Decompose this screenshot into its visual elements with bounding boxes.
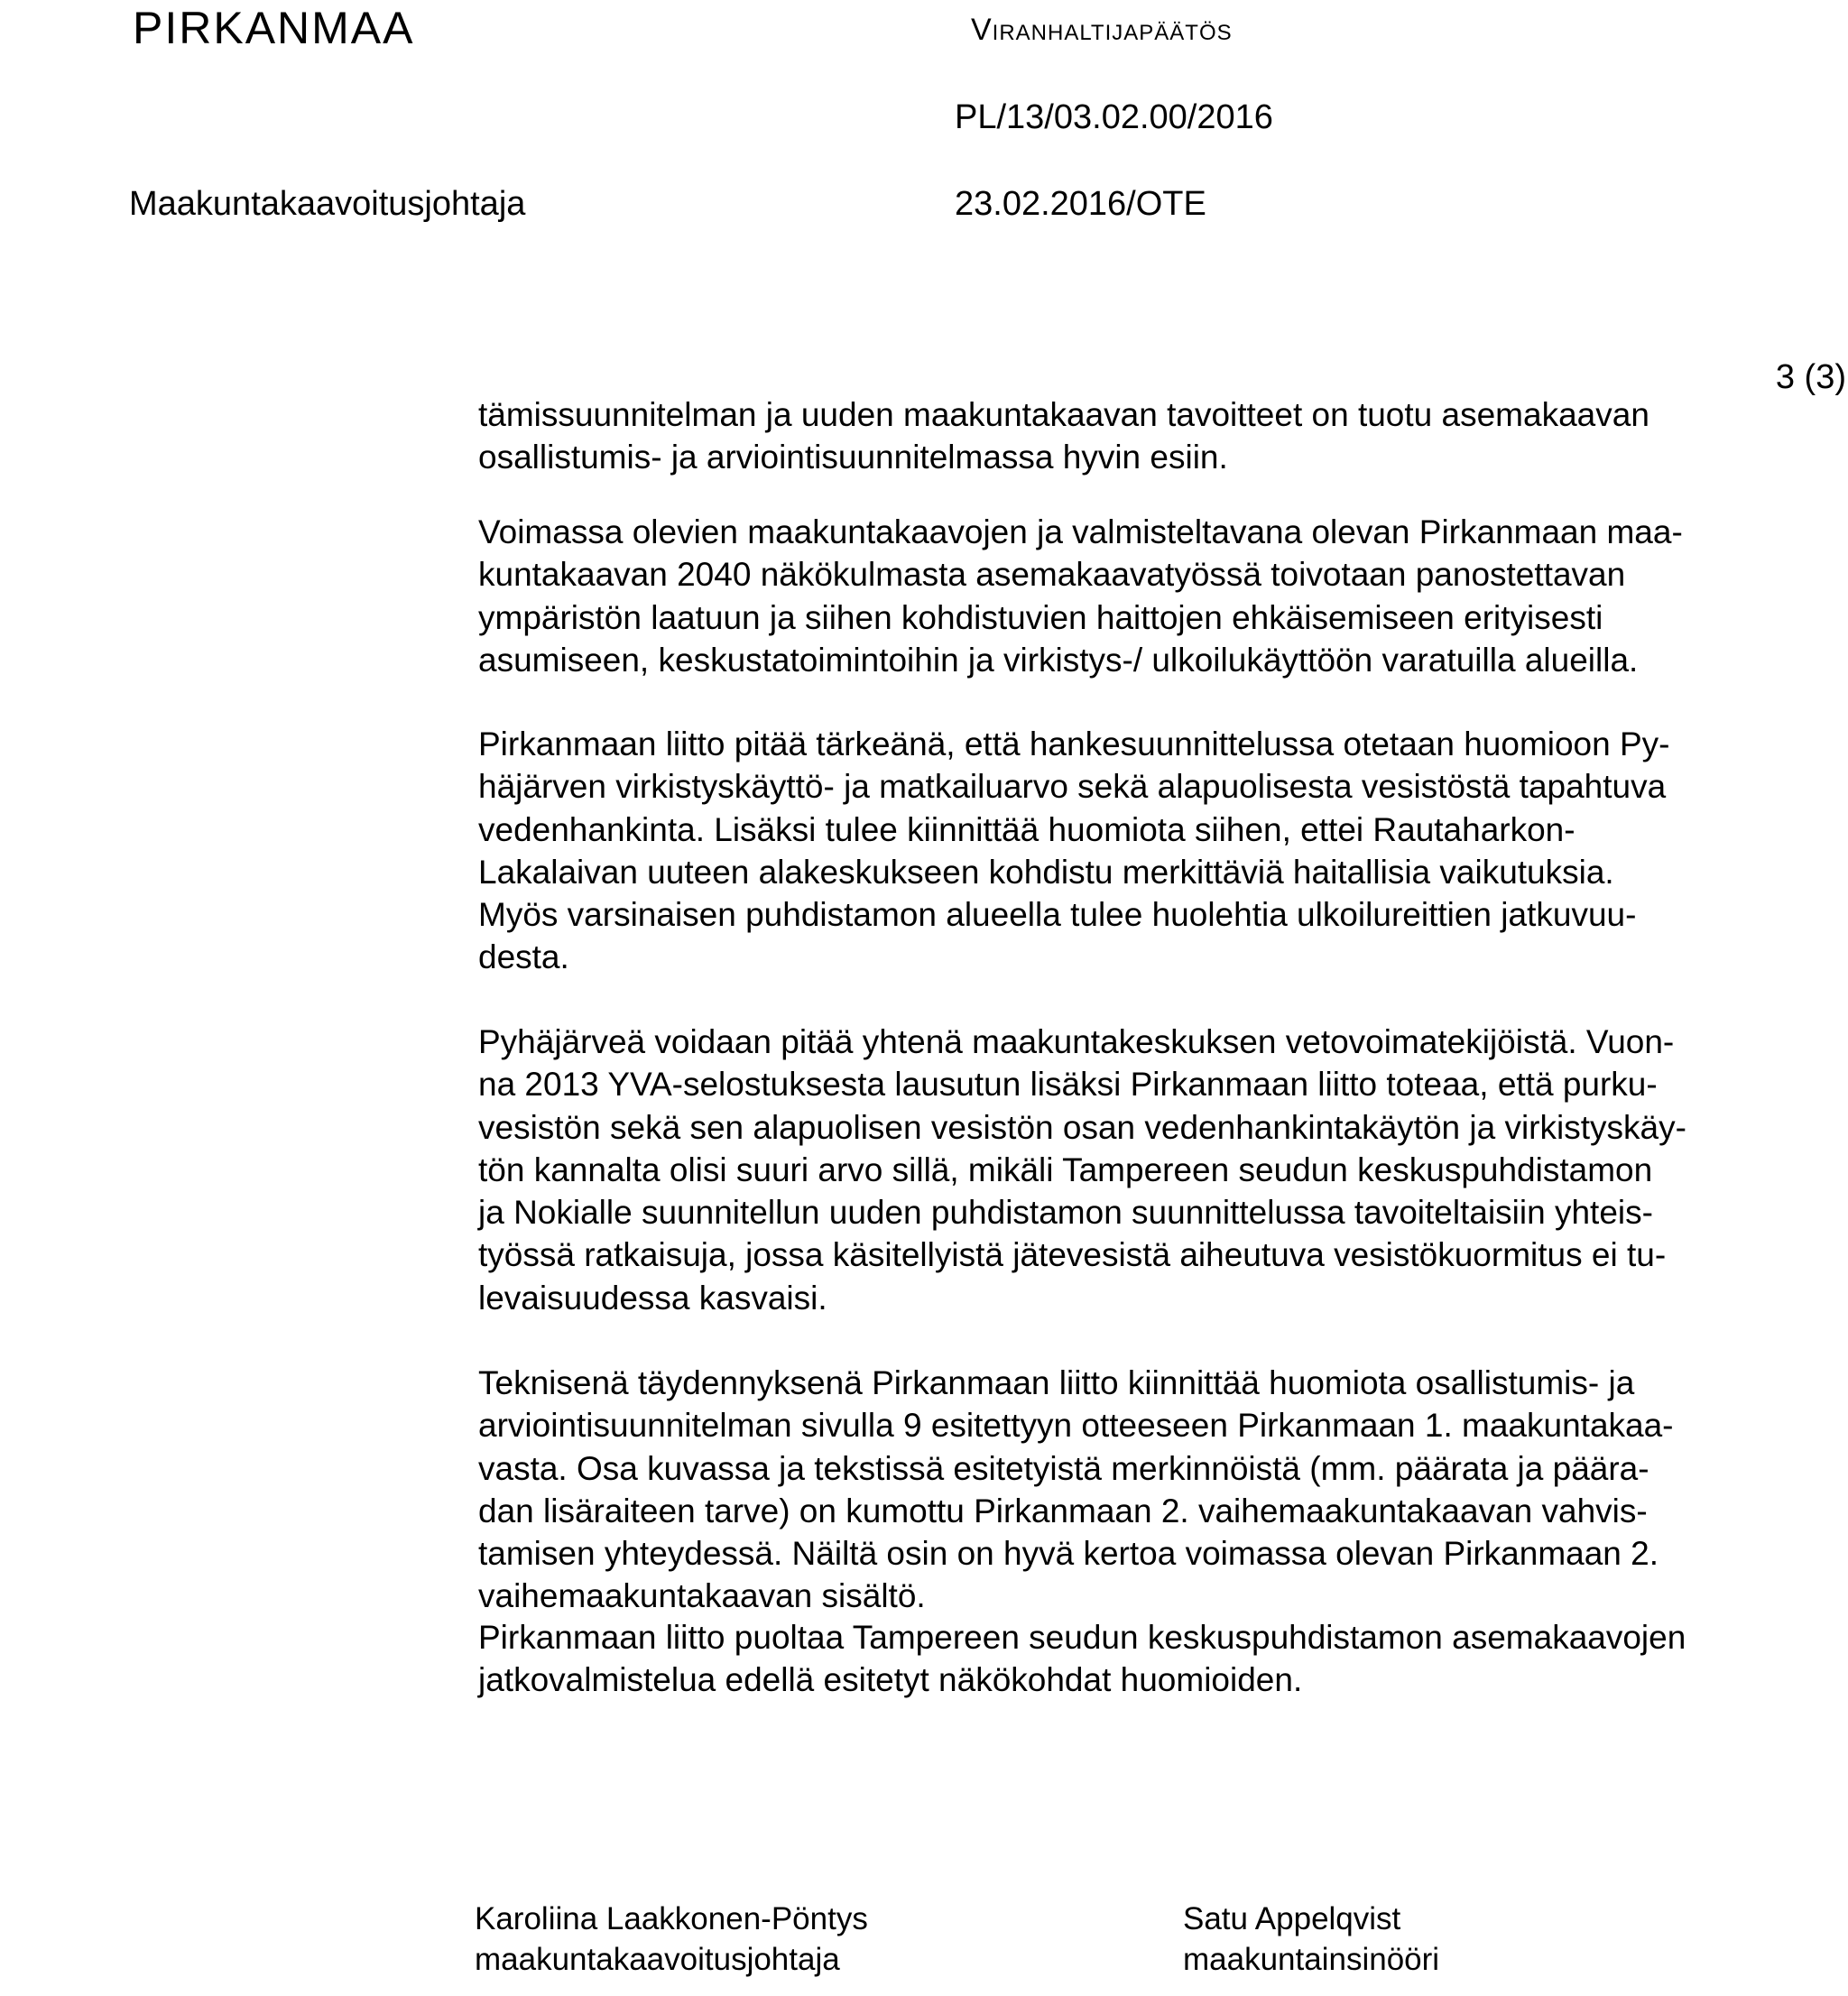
department: Maakuntakaavoitusjohtaja bbox=[129, 185, 526, 223]
signatory-title: maakuntakaavoitusjohtaja bbox=[475, 1942, 840, 1977]
paragraph-line: ympäristön laatuun ja siihen kohdistuvien haittojen ehkäisemiseen erityisesti bbox=[478, 598, 1603, 636]
paragraph-line: vaihemaakuntakaavan sisältö. bbox=[478, 1577, 926, 1615]
paragraph-line: Voimassa olevien maakuntakaavojen ja valmisteltavana olevan Pirkanmaan maa- bbox=[478, 513, 1683, 550]
paragraph-line: vasta. Osa kuvassa ja tekstissä esitetyistä merkinnöistä (mm. päärata ja päära- bbox=[478, 1449, 1649, 1487]
paragraph-line: Myös varsinaisen puhdistamon alueella tulee huolehtia ulkoilureittien jatkuvuu- bbox=[478, 896, 1637, 934]
signatory-title: maakuntainsinööri bbox=[1183, 1942, 1440, 1977]
paragraph-line: Teknisenä täydennyksenä Pirkanmaan liitto kiinnittää huomiota osallistumis- ja bbox=[478, 1364, 1635, 1401]
page-number: 3 (3) bbox=[1775, 358, 1846, 396]
paragraph-line: kuntakaavan 2040 näkökulmasta asemakaavatyössä toivotaan panostettavan bbox=[478, 556, 1626, 594]
paragraph-1 bbox=[478, 393, 1848, 479]
paragraph-line: desta. bbox=[478, 938, 569, 976]
signature-block-1 bbox=[475, 1899, 868, 1980]
paragraph-line: häjärven virkistyskäyttö- ja matkailuarvo sekä alapuolisesta vesistöstä tapahtuva bbox=[478, 768, 1667, 806]
paragraph-line: arviointisuunnitelman sivulla 9 esitettyyn otteeseen Pirkanmaan 1. maakuntakaa- bbox=[478, 1407, 1674, 1445]
paragraph-line: jatkovalmistelua edellä esitetyt näkökohdat huomioiden. bbox=[478, 1661, 1303, 1699]
document-date: 23.02.2016/OTE bbox=[955, 185, 1206, 223]
signature-block-2 bbox=[1183, 1899, 1439, 1980]
document-type: Viranhaltijapäätös bbox=[971, 13, 1233, 47]
paragraph-line: asumiseen, keskustatoimintoihin ja virkistys-/ ulkoilukäyttöön varatuilla alueilla. bbox=[478, 641, 1639, 679]
paragraph-line: Pyhäjärveä voidaan pitää yhtenä maakuntakeskuksen vetovoimatekijöistä. Vuon- bbox=[478, 1023, 1675, 1060]
paragraph-line: Pirkanmaan liitto puoltaa Tampereen seudun keskuspuhdistamon asemakaavojen bbox=[478, 1619, 1686, 1656]
paragraph-4 bbox=[478, 1021, 1848, 1319]
paragraph-line: osallistumis- ja arviointisuunnitelmassa hyvin esiin. bbox=[478, 439, 1228, 476]
paragraph-5 bbox=[478, 1362, 1848, 1618]
paragraph-line: Lakalaivan uuteen alakeskukseen kohdistu merkittäviä haitallisia vaikutuksia. bbox=[478, 853, 1614, 891]
organization-name: PIRKANMAA bbox=[133, 3, 415, 53]
paragraph-line: levaisuudessa kasvaisi. bbox=[478, 1279, 827, 1317]
paragraph-line: tön kannalta olisi suuri arvo sillä, mikäli Tampereen seudun keskuspuhdistamon bbox=[478, 1150, 1653, 1188]
paragraph-2 bbox=[478, 511, 1848, 681]
paragraph-line: työssä ratkaisuja, jossa käsitellyistä jätevesistä aiheutuva vesistökuormitus ei tu- bbox=[478, 1236, 1667, 1274]
paragraph-line: vedenhankinta. Lisäksi tulee kiinnittää huomiota siihen, ettei Rautaharkon- bbox=[478, 810, 1575, 848]
paragraph-3 bbox=[478, 723, 1848, 979]
signatory-name: Satu Appelqvist bbox=[1183, 1901, 1401, 1936]
document-reference: PL/13/03.02.00/2016 bbox=[955, 98, 1273, 136]
paragraph-line: Pirkanmaan liitto pitää tärkeänä, että hankesuunnittelussa otetaan huomioon Py- bbox=[478, 725, 1670, 762]
paragraph-line: tamisen yhteydessä. Näiltä osin on hyvä kertoa voimassa olevan Pirkanmaan 2. bbox=[478, 1535, 1659, 1573]
paragraph-line: tämissuunnitelman ja uuden maakuntakaavan tavoitteet on tuotu asemakaavan bbox=[478, 396, 1649, 433]
paragraph-line: na 2013 YVA-selostuksesta lausutun lisäksi Pirkanmaan liitto toteaa, että purku- bbox=[478, 1066, 1658, 1104]
paragraph-line: ja Nokialle suunnitellun uuden puhdistamon suunnittelussa tavoiteltaisiin yhteis- bbox=[478, 1194, 1653, 1232]
paragraph-6 bbox=[478, 1616, 1848, 1702]
signatory-name: Karoliina Laakkonen-Pöntys bbox=[475, 1901, 868, 1936]
paragraph-line: vesistön sekä sen alapuolisen vesistön osan vedenhankintakäytön ja virkistyskäy- bbox=[478, 1108, 1686, 1146]
paragraph-line: dan lisäraiteen tarve) on kumottu Pirkanmaan 2. vaihemaakuntakaavan vahvis- bbox=[478, 1492, 1648, 1529]
